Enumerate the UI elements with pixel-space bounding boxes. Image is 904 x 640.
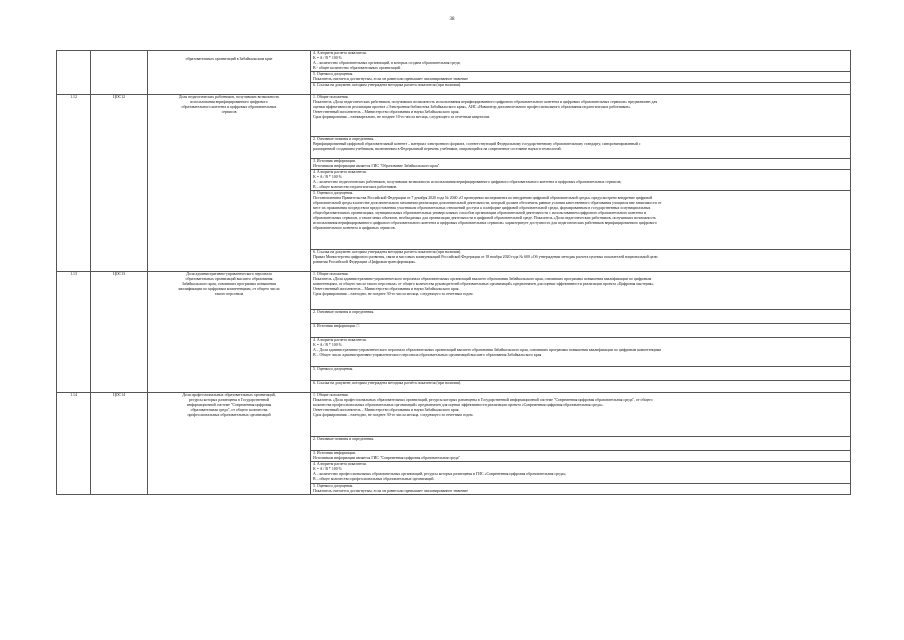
- section-text-line: расширенной создавшим учебником, включенным в Федеральный перечень учебников, опирающийся на современное состояние науки и технологий.: [313, 147, 562, 151]
- methodology-section: [311, 137, 851, 159]
- section-heading: 1. Общие положения.: [313, 272, 349, 276]
- section-text-line: Приказ Министерства цифрового развития, связи и массовых коммуникаций Российской Федерации от 18 ноября 2020 года № 600 «Об утверждении методик расчета целевых показателей национальной цели: [313, 255, 658, 259]
- methodology-section: [311, 250, 851, 272]
- section-text-line: мест их проживания посредством предоставления участникам образовательных отношений доступа к платформе цифровой образовательной среды, формированным в государственных и муниципальных: [313, 206, 651, 210]
- methodology-section: [311, 338, 851, 367]
- indicator-number: [57, 51, 91, 95]
- indicator-name: [148, 95, 311, 272]
- section-text-line: Ответственный исполнитель – Министерство образования и науки Забайкальского края.: [313, 408, 460, 412]
- section-text-line: Показатель «Доля административно-управленческого персонала образовательных организаций высшего образования Забайкальского края, освоивших программы повышения квалификации по цифровым: [313, 277, 652, 281]
- section-text-line: Ответственный исполнитель – Министерство образования и науки Забайкальского края.: [313, 110, 460, 114]
- methodology-section: [311, 381, 851, 393]
- indicator-name-line: использования верифицированного цифрового: [190, 100, 268, 104]
- section-text-line: B – общее количество педагогических работников.: [313, 185, 398, 189]
- section-heading: 5. Оценки и допущения.: [313, 72, 354, 76]
- indicator-number: 1.12: [57, 95, 91, 272]
- methodology-section: [311, 83, 851, 95]
- page-number: 38: [449, 17, 455, 22]
- section-heading: 2. Основные понятия и определения.: [313, 310, 375, 314]
- section-heading: 6. Ссылка на документ, которым утверждена методика расчета показателя (при наличии).: [313, 83, 462, 87]
- section-heading: 6. Ссылка на документ, которым утверждена методика расчёта показателя (при наличии).: [313, 381, 462, 385]
- indicator-number: 1.14: [57, 393, 91, 495]
- methodology-section: [311, 367, 851, 381]
- section-text-line: образовательных сервисов, а также иных объектов, необходимых для организации деятельности в цифровой образовательной среде. Показатель «Доля педагогических работников, получивших возможность: [313, 216, 656, 220]
- section-heading: 4. Алгоритм расчета показателя.: [313, 338, 367, 342]
- section-text-line: K = A / B * 100 %: [313, 343, 342, 347]
- indicator-code: [91, 51, 148, 95]
- section-text-line: оценки эффективности реализации проекта «Электронная библиотека Забайкальского края», АИС «Навигатор дополнительного профессионального образования педагогических работников».: [313, 105, 632, 109]
- section-text-line: развития Российской Федерации «Цифровая трансформация».: [313, 260, 417, 264]
- section-text-line: общеобразовательных организациях, муниципальных образовательных универсальных способов организации образовательной деятельности с использованием цифрового образовательного контента и: [313, 211, 647, 215]
- indicator-code: ЦОС14: [91, 393, 148, 495]
- section-heading: 5. Оценки и допущения.: [313, 191, 354, 195]
- indicator-name-line: Забайкальского края, освоивших программы повышения: [181, 282, 277, 286]
- section-text-line: Показатель считается достигнутым, если он равен или превышает запланированное значение: [313, 77, 468, 81]
- section-text-line: B – общее количество профессиональных образовательных организаций.: [313, 477, 435, 481]
- table-row: [57, 393, 851, 437]
- section-text-line: Срок формирования – ежегодно, не позднее 30-го числа месяца, следующего за отчетным годом.: [313, 413, 474, 417]
- section-heading: 4. Алгоритм расчета показателя.: [313, 170, 367, 174]
- section-text-line: A – количество образовательных организаций, в которых создана образовательная среда;: [313, 61, 461, 65]
- indicator-name-line: образовательная среда", от общего количества: [190, 408, 268, 412]
- indicator-name: [148, 51, 311, 95]
- section-text-line: K = A / B * 100 %: [313, 175, 342, 179]
- indicator-name-line: информационной системе "Современная цифровая: [186, 403, 272, 407]
- indicator-name: [148, 393, 311, 495]
- section-text-line: B - общее количество образовательных организаций.: [313, 66, 401, 70]
- section-heading: 1. Общие положения.: [313, 95, 349, 99]
- methodology-section: [311, 393, 851, 437]
- section-heading: 4. Алгоритм расчета показателя.: [313, 51, 367, 55]
- methodology-section: [311, 310, 851, 324]
- section-heading: 5. Оценки и допущения.: [313, 367, 354, 371]
- section-heading: 2. Основные понятия и определения.: [313, 137, 375, 141]
- indicator-table: [56, 50, 851, 495]
- section-text-line: Показатель «Доля педагогических работников, получивших возможность использования верифицированного цифрового образовательного контента и цифровых образовательных сервисов» предназначен для: [313, 100, 658, 104]
- table-row: [57, 95, 851, 137]
- methodology-section: [311, 159, 851, 170]
- section-heading: 3. Источник информации.: [313, 451, 356, 455]
- indicator-name-line: образовательных организаций в Забайкальском крае: [185, 57, 273, 61]
- indicator-name-line: ресурсы которых размещены в Государственной: [189, 398, 269, 402]
- section-heading: 5. Оценки и допущения.: [313, 484, 354, 488]
- indicator-code: ЦОС12: [91, 95, 148, 272]
- indicator-name-line: профессиональных образовательных организаций: [187, 413, 271, 417]
- methodology-section: [311, 272, 851, 310]
- section-text-line: Постановлением Правительства Российской Федерации от 7 декабря 2020 года № 2040 «О проведении эксперимента по внедрению цифровой образовательной среды» предусмотрено внедрение цифровой: [313, 196, 653, 200]
- section-text-line: Показатель считается достигнутым, если он равен или превышает запланированное значение: [313, 489, 468, 493]
- section-heading: 3. Источник информации. □: [313, 324, 360, 328]
- indicator-name-line: образовательного контента и цифровых образовательных: [181, 105, 277, 109]
- section-heading: 6. Ссылка на документ, которым утверждена методика расчета показателя (при наличии).: [313, 250, 462, 254]
- section-text-line: Показатель «Доля профессиональных образовательных организаций, ресурсы которых размещены в Государственной информационной системе "Современная цифровая образовательная среда", от общего: [313, 398, 653, 402]
- indicator-name-line: образовательных организаций высшего образования: [185, 277, 273, 281]
- indicator-number: 1.13: [57, 272, 91, 393]
- section-text-line: образовательной среды в качестве дополнительного механизма реализации дополнительной деятельности, который должен обеспечить равные условия качественного образования учащихся вне зависимости от: [313, 201, 662, 205]
- section-heading: 2. Основные понятия и определения.: [313, 437, 375, 441]
- section-text-line: Срок формирования – ежеквартально, не позднее 10-го числа месяца, следующего за отчетным кварталом.: [313, 115, 491, 119]
- section-text-line: Срок формирования – ежегодно, не позднее 30-го числа месяца, следующего за отчетным годом.: [313, 292, 474, 296]
- methodology-section: [311, 72, 851, 83]
- section-text-line: компетенциям, от общего числа такого персонала» от общего количества руководителей образовательных организаций» предназначен для оценки эффективности реализации проекта «Цифровая мастерия».: [313, 282, 655, 286]
- section-heading: 4. Алгоритм расчета показателя.: [313, 462, 367, 466]
- methodology-section: [311, 324, 851, 338]
- section-text-line: Источником информации является ГИС "Образование Забайкальского края".: [313, 164, 441, 168]
- section-text-line: использования верифицированного цифрового образовательного контента и цифровых образовательных сервисов» характеризует доступность для педагогических работников верифицированного цифрового: [313, 221, 657, 225]
- indicator-code: ЦОС13: [91, 272, 148, 393]
- indicator-name-line: Доля профессиональных образовательных организаций,: [182, 393, 276, 397]
- section-text-line: Источником информации является ГИС "Современная цифровая образовательная среда": [313, 456, 461, 460]
- table-body: [57, 51, 851, 495]
- methodology-section: [311, 191, 851, 250]
- section-text-line: количества профессиональных образовательных организаций» предназначен для оценки эффективности реализации проекта «Современная цифровая образовательная среда».: [313, 403, 604, 407]
- section-text-line: Верифицированный цифровой образовательный контент – материал электронного формата, соответствующий Федеральному государственному образовательному стандарту, синхронизированный с: [313, 142, 641, 146]
- section-heading: 3. Источник информации.: [313, 159, 356, 163]
- indicator-name-line: Доля педагогических работников, получивших возможность: [178, 95, 280, 99]
- methodology-section: [311, 451, 851, 462]
- section-text-line: B – Общее число административно-управленческого персонала образовательных организаций высшего образования Забайкальского края: [313, 353, 542, 357]
- methodology-section: [311, 95, 851, 137]
- table-row: [57, 51, 851, 72]
- indicator-name-line: сервисов: [221, 110, 237, 114]
- section-text-line: K = A / B * 100 %: [313, 467, 342, 471]
- section-text-line: образовательного контента и цифровых сервисов.: [313, 226, 396, 230]
- section-text-line: A – Доля административно-управленческого персонала образовательных организаций высшего образования Забайкальского края, освоивших программы повышения квалификации по цифровым компетенциям: [313, 348, 661, 352]
- section-text-line: A – количество педагогических работников, получивших возможность использования верифицированного цифрового образовательного контента и цифровых образовательных сервисов;: [313, 180, 622, 184]
- indicator-name: [148, 272, 311, 393]
- indicator-name-line: квалификации по цифровым компетенциям, от общего числа: [178, 287, 280, 291]
- indicator-name-line: такого персонала: [214, 292, 244, 296]
- indicator-name-line: Доля административно-управленческого персонала: [186, 272, 272, 276]
- section-heading: 1. Общие положения.: [313, 393, 349, 397]
- methodology-section: [311, 484, 851, 495]
- table-row: [57, 272, 851, 310]
- section-text-line: K = A / B * 100 %: [313, 56, 342, 60]
- methodology-section: [311, 462, 851, 484]
- section-text-line: A – количество профессиональных образовательных организаций, ресурсы которых размещены в ГИС «Современная цифровая образовательная среда»;: [313, 472, 567, 476]
- methodology-section: [311, 170, 851, 191]
- methodology-section: [311, 437, 851, 451]
- section-text-line: Ответственный исполнитель – Министерство образования и науки Забайкальского края.: [313, 287, 460, 291]
- methodology-section: [311, 51, 851, 72]
